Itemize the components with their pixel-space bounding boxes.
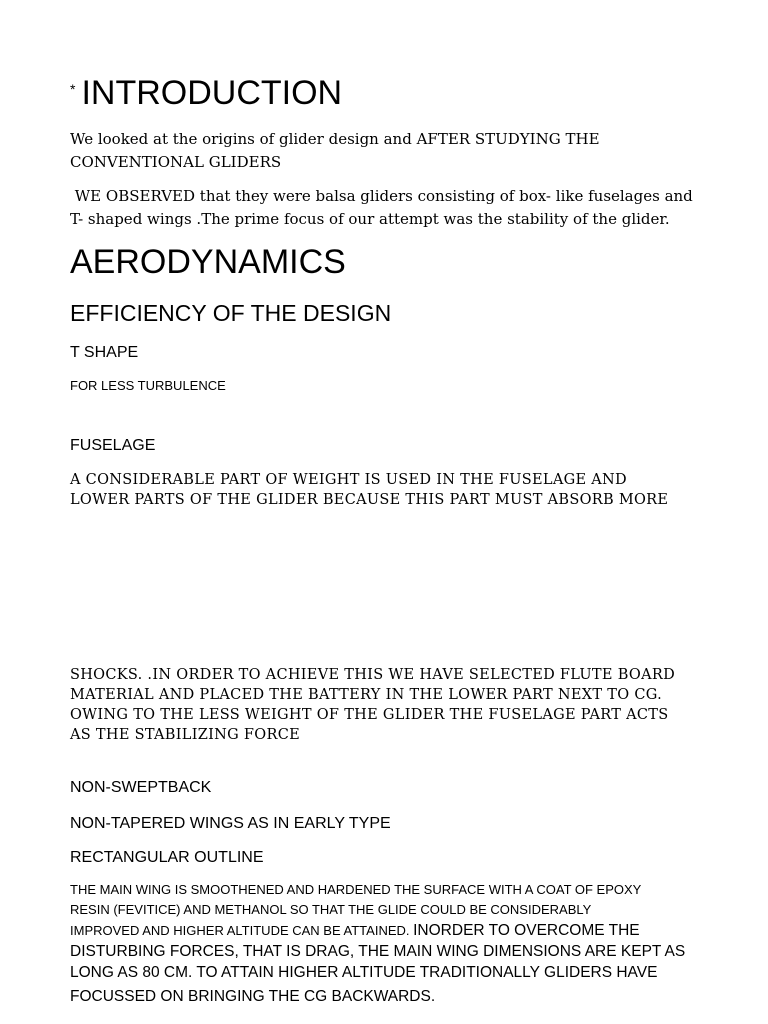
text-line-large-part: INORDER TO OVERCOME THE [413, 922, 640, 939]
fuselage-paragraph-2 [70, 665, 675, 745]
text-line: DISTURBING FORCES, THAT IS DRAG, THE MAIN WING DIMENSIONS ARE KEPT AS [70, 943, 686, 960]
text-line: LOWER PARTS OF THE GLIDER BECAUSE THIS PART MUST ABSORB MORE [70, 492, 669, 508]
text-line [70, 920, 685, 941]
t-shape-note: FOR LESS TURBULENCE [70, 378, 226, 393]
text-line: LONG AS 80 CM. TO ATTAIN HIGHER ALTITUDE TRADITIONALLY GLIDERS HAVE [70, 964, 658, 981]
text-line: We looked at the origins of glider design and AFTER STUDYING THE [70, 130, 600, 148]
bullet-mark: * [70, 81, 76, 97]
wing-feature-rectangular: RECTANGULAR OUTLINE [70, 849, 264, 866]
text-line: AS THE STABILIZING FORCE [70, 727, 300, 743]
fuselage-heading: FUSELAGE [70, 437, 156, 454]
text-line: SHOCKS. .IN ORDER TO ACHIEVE THIS WE HAVE SELECTED FLUTE BOARD [70, 667, 676, 683]
text-line-small-part: IMPROVED AND HIGHER ALTITUDE CAN BE ATTAINED. [70, 923, 414, 938]
fuselage-paragraph-1 [70, 470, 668, 510]
wing-feature-non-sweptback: NON-SWEPTBACK [70, 779, 212, 796]
text-line: RESIN (FEVITICE) AND METHANOL SO THAT THE GLIDE COULD BE CONSIDERABLY [70, 902, 592, 917]
text-line: A CONSIDERABLE PART OF WEIGHT IS USED IN THE FUSELAGE AND [70, 472, 627, 488]
text-line: T- shaped wings .The prime focus of our attempt was the stability of the glider. [70, 210, 670, 228]
efficiency-heading: EFFICIENCY OF THE DESIGN [70, 300, 392, 326]
text-line: MATERIAL AND PLACED THE BATTERY IN THE LOWER PART NEXT TO CG. [70, 687, 663, 703]
intro-paragraph-2 [70, 185, 693, 231]
text-line: THE MAIN WING IS SMOOTHENED AND HARDENED THE SURFACE WITH A COAT OF EPOXY [70, 882, 642, 897]
text-line: FOCUSSED ON BRINGING THE CG BACKWARDS. [70, 988, 436, 1005]
intro-heading-text: INTRODUCTION [81, 74, 343, 112]
text-line: OWING TO THE LESS WEIGHT OF THE GLIDER THE FUSELAGE PART ACTS [70, 707, 669, 723]
aerodynamics-heading: AERODYNAMICS [70, 243, 346, 281]
text-line: CONVENTIONAL GLIDERS [70, 153, 282, 171]
main-wing-paragraph [70, 880, 685, 1011]
wing-feature-non-tapered: NON-TAPERED WINGS AS IN EARLY TYPE [70, 815, 391, 832]
intro-heading [70, 68, 342, 114]
intro-paragraph-1 [70, 128, 600, 174]
t-shape-heading: T SHAPE [70, 344, 139, 361]
text-line: WE OBSERVED that they were balsa gliders consisting of box- like fuselages and [70, 187, 693, 205]
